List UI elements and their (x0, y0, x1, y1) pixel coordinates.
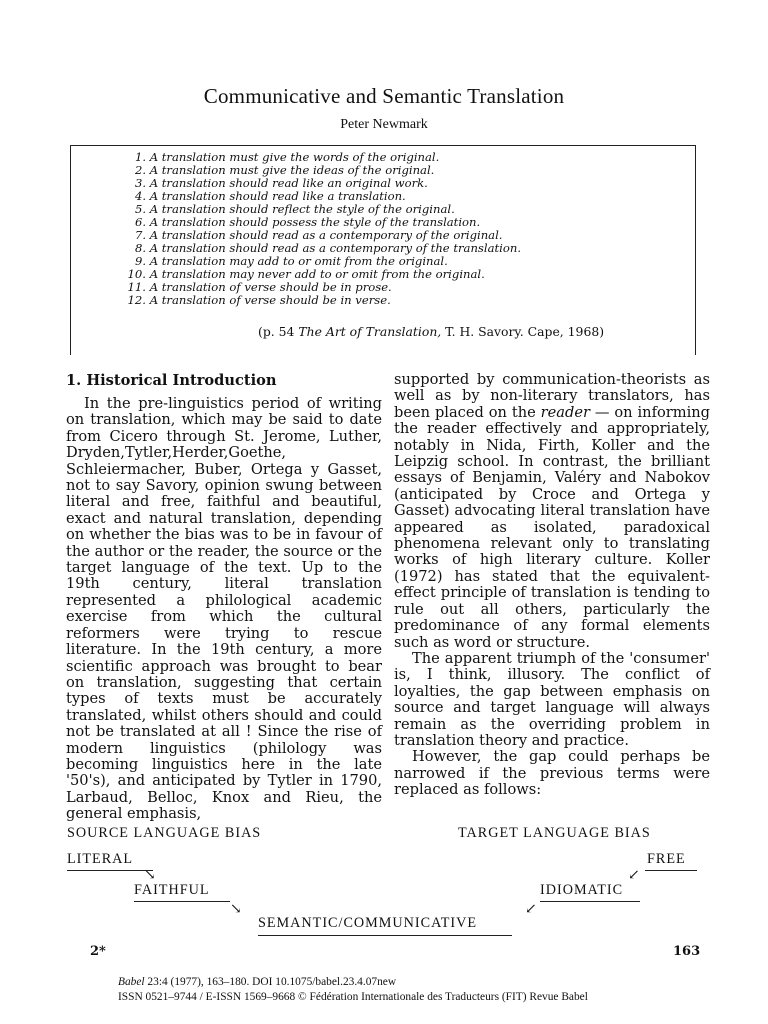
list-item: 10. A translation may never add to or omit from the original. (127, 267, 485, 281)
paragraph: In the pre-linguistics period of writing on translation, which may be said to date from Cicero through St. Jerome, Luther, Dryden,Tytler,Herder,Goethe, Schleiermacher, Buber, Ortega y Gasset, not to say Savory, opinion swung between literal and free, faithful and beautiful, exact and natural translation, depending on whether the bias was to be in favour of the author or the reader, the source or the target language of the text. Up to the 19th century, literal translation represented a philological academic exercise from which the cultural reformers were trying to rescue literature. In the 19th century, a more scientific approach was brought to bear on translation, suggesting that certain types of texts must be accurately translated, whilst others should and could not be translated at all ! Since the rise of modern linguistics (philology was becoming linguistics here in the late '50's), and anticipated by Tytler in 1790, Larbaud, Belloc, Knox and Rieu, the general emphasis, (66, 395, 382, 823)
list-item: 11. A translation of verse should be in prose. (127, 280, 392, 294)
list-item: 12. A translation of verse should be in verse. (127, 293, 391, 307)
faithful-rule (134, 901, 230, 902)
quote-list (118, 151, 521, 307)
page-mark: 2* (90, 944, 106, 959)
list-item: 1. A translation must give the words of the original. (134, 150, 440, 164)
list-item: 7. A translation should read as a contemporary of the original. (134, 228, 503, 242)
idiomatic-label: IDIOMATIC (540, 882, 624, 898)
paragraph: However, the gap could perhaps be narrowed if the previous terms were replaced as follows: (394, 748, 710, 799)
list-item: 8. A translation should read as a contemporary of the translation. (134, 241, 522, 255)
paragraph: supported by communication-theorists as well as by non-literary translators, has been placed on the reader — on informing the reader effectively and appropriately, notably in Nida, Firth, Koller and the Leipzig school. In contrast, the brilliant essays of Benjamin, Valéry and Nabokov (anticipated by Croce and Ortega y Gasset) advocating literal translation have appeared as isolated, paradoxical phenomena relevant only to translating works of high literary culture. Koller (1972) has stated that the equivalent-effect principle of translation is tending to rule out all others, particularly the predominance of any formal elements such as word or structure. (394, 371, 710, 651)
free-label: FREE (647, 851, 686, 867)
arrow-down-left-icon: ↙ (525, 901, 537, 917)
list-item: 6. A translation should possess the style of the translation. (134, 215, 481, 229)
list-item: 3. A translation should read like an original work. (134, 176, 428, 190)
faithful-label: FAITHFUL (134, 882, 210, 898)
list-item: 4. A translation should read like a translation. (134, 189, 406, 203)
free-rule (645, 870, 697, 871)
arrow-down-right-icon: ↘ (230, 901, 242, 917)
article-title: Communicative and Semantic Translation (203, 84, 565, 108)
list-item: 9. A translation may add to or omit from the original. (134, 254, 448, 268)
idiomatic-rule (540, 901, 640, 902)
list-item: 2. A translation must give the ideas of the original. (134, 163, 435, 177)
arrow-down-right-icon: ↘ (144, 867, 156, 883)
arrow-down-left-icon: ↙ (628, 867, 640, 883)
right-column (394, 372, 710, 799)
author-name: Peter Newmark (340, 117, 428, 132)
footer-issn: ISSN 0521–9744 / E-ISSN 1569–9668 © Fédération Internationale des Traducteurs (FIT) Revue Babel (118, 991, 588, 1003)
list-item: 5. A translation should reflect the style of the original. (134, 202, 455, 216)
source-bias-label: SOURCE LANGUAGE BIAS (67, 825, 262, 841)
page-number: 163 (673, 944, 701, 959)
target-bias-label: TARGET LANGUAGE BIAS (458, 825, 651, 841)
footer (118, 975, 588, 1005)
footer-citation: Babel 23:4 (1977), 163–180. DOI 10.1075/babel.23.4.07new (118, 976, 397, 988)
literal-label: LITERAL (67, 851, 134, 867)
left-column (66, 372, 382, 823)
paragraph: The apparent triumph of the 'consumer' is, I think, illusory. The conflict of loyalties, the gap between emphasis on source and target language will always remain as the overriding problem in translation theory and practice. (394, 649, 710, 749)
quote-source: (p. 54 The Art of Translation, T. H. Savory. Cape, 1968) (258, 324, 605, 339)
semantic-communicative-label: SEMANTIC/COMMUNICATIVE (258, 915, 478, 931)
section-heading: 1. Historical Introduction (66, 372, 277, 389)
literal-rule (67, 870, 153, 871)
semantic-rule (258, 935, 512, 936)
